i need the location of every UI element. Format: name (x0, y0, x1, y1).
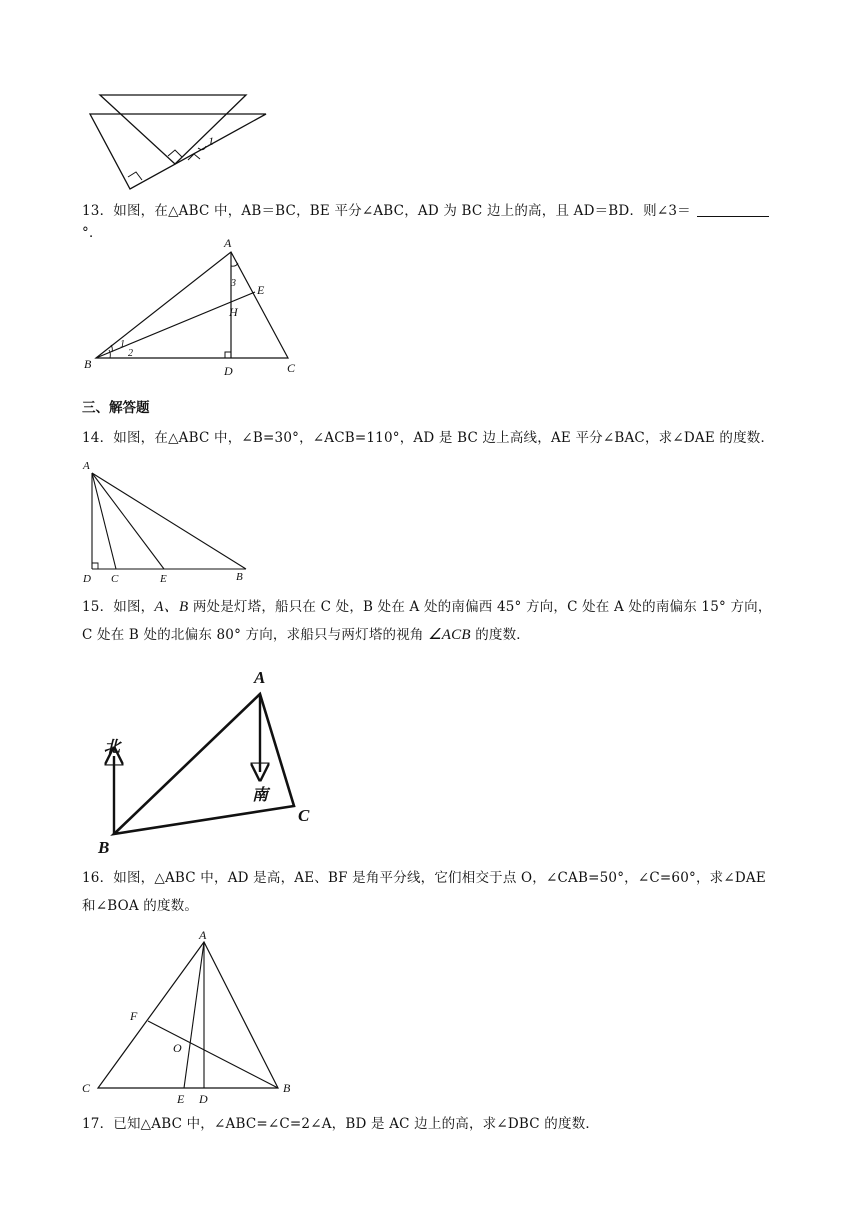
question-13-text: 13．如图，在△ABC 中，AB＝BC，BE 平分∠ABC，AD 为 BC 边上的高，且 AD＝BD．则∠3＝ (82, 203, 691, 219)
angle-1-label: 1 (208, 134, 214, 148)
angle-1-label: 1 (120, 339, 125, 350)
vertex-c-label: C (298, 806, 310, 825)
figure-13-triangle (80, 232, 320, 382)
vertex-a-label: A (254, 668, 266, 687)
vertex-b-label: B (236, 571, 243, 583)
question-15-suffix: 的度数． (470, 627, 531, 643)
figure-15-lighthouses (90, 660, 330, 860)
question-17-text: 17．已知△ABC 中，∠ABC=∠C=2∠A，BD 是 AC 边上的高，求∠DBC 的度数． (82, 1116, 600, 1132)
figure-14-triangle (80, 455, 270, 585)
question-15-body: 两处是灯塔，船只在 C 处，B 处在 A 处的南偏西 45° 方向，C 处在 A 处的南偏东 15° 方向，C 处在 B 处的北偏东 80° 方向，求船只与两灯塔的视角 (82, 599, 772, 643)
question-16-text: 16．如图，△ABC 中，AD 是高，AE、BF 是角平分线，它们相交于点 O，∠CAB=50°，∠C=60°，求∠DAE 和∠BOA 的度数。 (82, 870, 766, 914)
question-17 (82, 1113, 782, 1135)
vertex-e-label: E (257, 283, 265, 297)
question-16 (82, 864, 782, 920)
vertex-h-label: H (229, 305, 238, 319)
south-label: 南 (252, 787, 269, 804)
figure-set-squares (80, 88, 280, 192)
vertex-b-label: B (98, 838, 110, 857)
angle-2-label: 2 (128, 348, 133, 359)
north-label: 北 (104, 739, 121, 756)
vertex-a-label: A (224, 236, 232, 250)
figure-16-triangle (78, 928, 308, 1106)
vertex-a-label: A (83, 460, 90, 472)
question-14-text: 14．如图，在△ABC 中，∠B=30°，∠ACB=110°，AD 是 BC 边上高线，AE 平分∠BAC，求∠DAE 的度数． (82, 430, 775, 446)
vertex-d-label: D (199, 1092, 208, 1106)
question-15-math-ab: A、B (154, 599, 189, 615)
vertex-b-label: B (84, 357, 92, 371)
vertex-e-label: E (177, 1092, 185, 1106)
question-15-math-angle: ∠ACB (428, 627, 471, 643)
question-15-prefix: 15．如图， (82, 599, 155, 615)
question-13-suffix: °． (82, 225, 103, 241)
vertex-c-label: C (287, 361, 296, 375)
vertex-c-label: C (111, 573, 119, 585)
angle-3-label: 3 (231, 278, 236, 289)
question-15 (82, 593, 782, 649)
vertex-o-label: O (173, 1041, 182, 1055)
question-14 (82, 427, 782, 449)
vertex-d-label: D (224, 364, 233, 378)
vertex-d-label: D (83, 573, 91, 585)
vertex-f-label: F (130, 1009, 138, 1023)
vertex-e-label: E (160, 573, 167, 585)
answer-blank[interactable] (697, 202, 769, 217)
vertex-c-label: C (82, 1081, 91, 1095)
section-heading: 三、解答题 (82, 400, 150, 416)
vertex-b-label: B (283, 1081, 291, 1095)
vertex-a-label: A (199, 928, 207, 942)
